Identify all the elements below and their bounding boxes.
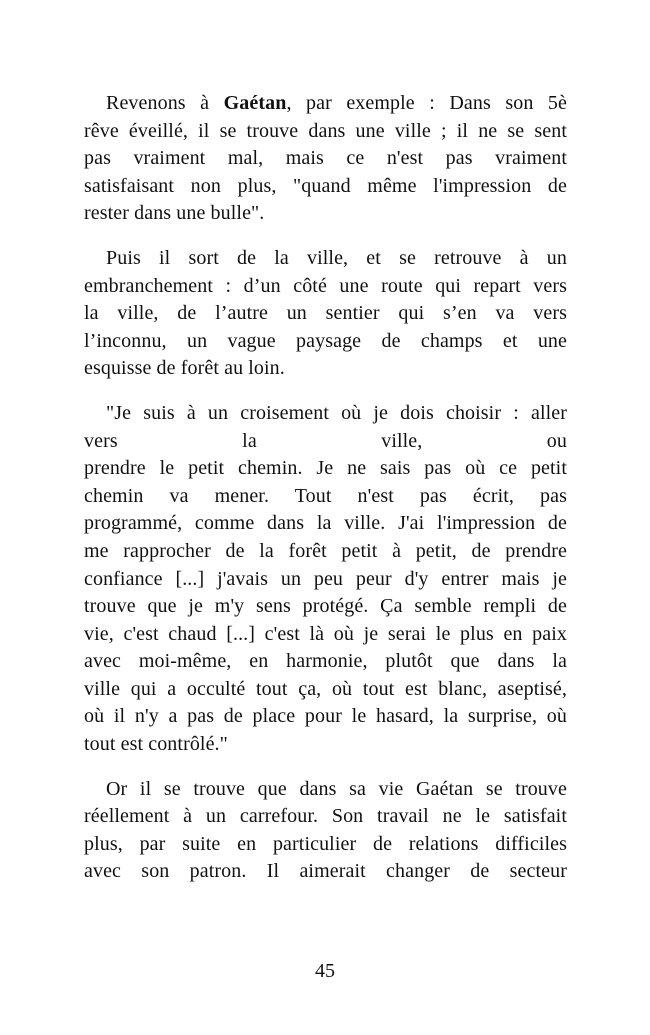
page-body	[84, 90, 567, 903]
text-line: embranchement : d’un côté une route qui repart vers	[84, 274, 567, 297]
text-line: rester dans une bulle".	[84, 202, 265, 225]
text-line: trouve que je m'y sens protégé. Ça semble rempli de	[84, 595, 567, 618]
text-line: la ville, de l’autre un sentier qui s’en va vers	[84, 302, 567, 325]
paragraph-2	[84, 245, 567, 383]
text-line: satisfaisant non plus, "quand même l'impression de	[84, 174, 567, 197]
text-line: plus, par suite en particulier de relations difficiles	[84, 832, 567, 855]
paragraph-4	[84, 776, 567, 886]
text-line: vie, c'est chaud [...] c'est là où je serai le plus en paix	[84, 622, 567, 645]
text-line: confiance [...] j'avais un peu peur d'y entrer mais je	[84, 567, 567, 590]
text-line: tout est contrôlé."	[84, 733, 228, 756]
text-line: où il n'y a pas de place pour le hasard, la surprise, où	[84, 705, 567, 728]
text-line: Or il se trouve que dans sa vie Gaétan se trouve	[106, 777, 567, 800]
paragraph-3-quote	[84, 400, 567, 759]
text-line: Revenons à Gaétan, par exemple : Dans son 5è	[106, 92, 567, 114]
text-line: réellement à un carrefour. Son travail ne le satisfait	[84, 805, 567, 828]
text-line: avec moi-même, en harmonie, plutôt que dans la	[84, 650, 567, 673]
text-line: me rapprocher de la forêt petit à petit, de prendre	[84, 539, 567, 562]
text-line: chemin va mener. Tout n'est pas écrit, pas	[84, 484, 567, 507]
text-line: esquisse de forêt au loin.	[84, 357, 285, 380]
text-line: prendre le petit chemin. Je ne sais pas où ce petit	[84, 457, 567, 480]
text-line: Puis il sort de la ville, et se retrouve à un	[106, 246, 567, 269]
text-line: "Je suis à un croisement où je dois choisir : aller	[106, 401, 567, 424]
text-line-spread: vers la ville, ou	[84, 429, 567, 452]
paragraph-1	[84, 90, 567, 228]
text-line: l’inconnu, un vague paysage de champs et une	[84, 329, 567, 352]
text-line: pas vraiment mal, mais ce n'est pas vraiment	[84, 147, 567, 170]
text-line: avec son patron. Il aimerait changer de secteur	[84, 860, 567, 883]
page-number: 45	[315, 960, 335, 982]
text-line: rêve éveillé, il se trouve dans une ville ; il ne se sent	[84, 119, 567, 142]
bold-name: Gaétan	[223, 92, 287, 114]
text-line: ville qui a occulté tout ça, où tout est blanc, aseptisé,	[84, 677, 567, 700]
text-line: programmé, comme dans la ville. J'ai l'impression de	[84, 512, 567, 535]
